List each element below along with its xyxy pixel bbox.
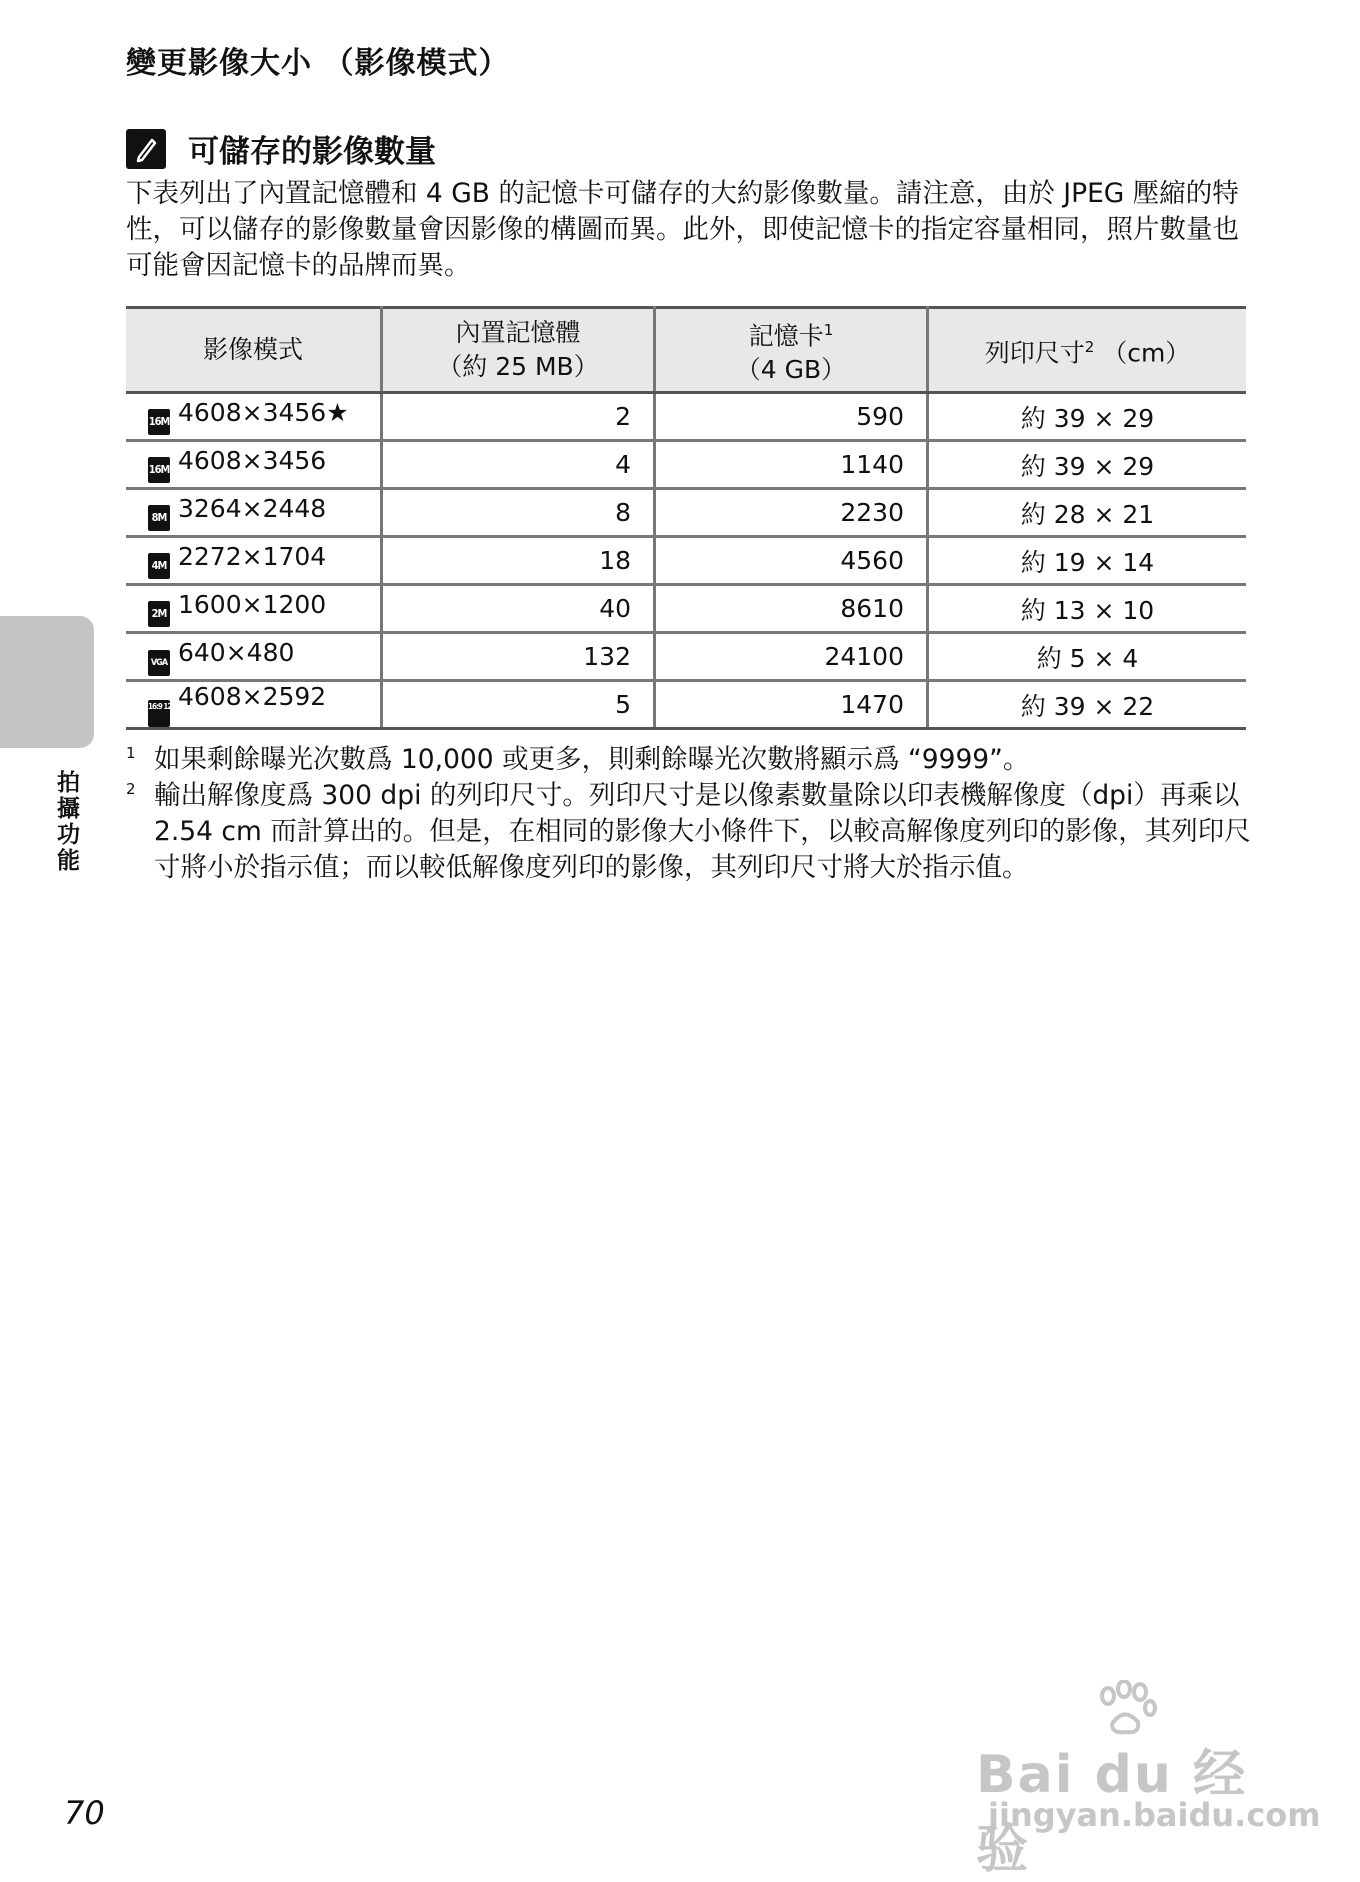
footnote-2 [126, 778, 1256, 886]
note-heading [126, 126, 436, 171]
cell-internal-count: 2 [382, 393, 655, 441]
cell-print-size: 約 28 × 21 [928, 489, 1247, 537]
table-row [126, 585, 1246, 633]
footnote-1 [126, 742, 1256, 778]
cell-print-size: 約 5 × 4 [928, 633, 1247, 681]
paw-icon [1094, 1680, 1158, 1736]
page-number: 70 [64, 1794, 105, 1832]
cell-internal-count: 4 [382, 441, 655, 489]
table-row [126, 633, 1246, 681]
cell-print-size: 約 39 × 22 [928, 681, 1247, 729]
cell-image-mode [126, 681, 382, 729]
page-title: 變更影像大小 （影像模式） [126, 46, 510, 81]
footnote-ref-2: 2 [1084, 337, 1095, 356]
cell-image-mode [126, 393, 382, 441]
cell-internal-count: 18 [382, 537, 655, 585]
image-mode-icon: 4M [148, 553, 170, 579]
cell-card-count: 4560 [655, 537, 928, 585]
cell-print-size: 約 39 × 29 [928, 441, 1247, 489]
header-card-line2: （4 GB） [735, 355, 847, 385]
watermark [976, 1680, 1321, 1880]
header-card-line1: 記憶卡 [748, 321, 824, 351]
image-mode-value: 4608×3456 [178, 446, 327, 475]
table-row [126, 489, 1246, 537]
cell-card-count: 24100 [655, 633, 928, 681]
cell-card-count: 590 [655, 393, 928, 441]
footnote-ref-1: 1 [823, 320, 834, 339]
header-memory-card [655, 308, 928, 393]
footnote-text: 輸出解像度爲 300 dpi 的列印尺寸。列印尺寸是以像素數量除以印表機解像度（dpi）再乘以 2.54 cm 而計算出的。但是，在相同的影像大小條件下，以較高解像度列印的影像，其列印尺寸將小於指示值；而以較低解像度列印的影像，其列印尺寸將大於指示值。 [154, 780, 1251, 883]
footnotes [126, 742, 1256, 886]
image-mode-value: 4608×3456★ [178, 398, 349, 427]
header-internal-line1: 內置記憶體 [455, 318, 581, 347]
cell-card-count: 2230 [655, 489, 928, 537]
cell-print-size: 約 39 × 29 [928, 393, 1247, 441]
header-image-mode: 影像模式 [126, 308, 382, 393]
pencil-icon [126, 129, 166, 169]
cell-internal-count: 5 [382, 681, 655, 729]
cell-internal-count: 40 [382, 585, 655, 633]
image-mode-value: 640×480 [178, 637, 295, 667]
cell-print-size: 約 19 × 14 [928, 537, 1247, 585]
table-row [126, 441, 1246, 489]
capacity-table [126, 306, 1246, 730]
side-tab [0, 616, 94, 748]
intro-paragraph: 下表列出了內置記憶體和 4 GB 的記憶卡可儲存的大約影像數量。請注意，由於 JPEG 壓縮的特性，可以儲存的影像數量會因影像的構圖而異。此外，即使記憶卡的指定容量相同，照片數量也可能會因記憶卡的品牌而異。 [126, 178, 1239, 281]
image-mode-icon: 16M [148, 457, 170, 483]
footnote-mark: 2 [126, 780, 136, 798]
cell-image-mode [126, 441, 382, 489]
cell-card-count: 1470 [655, 681, 928, 729]
header-print-size: 列印尺寸$^2$ （cm） [928, 308, 1247, 393]
cell-image-mode [126, 633, 382, 681]
image-mode-icon: 16M [148, 409, 170, 435]
watermark-brand: Bai du 经验 [976, 1745, 1247, 1880]
watermark-url: jingyan.baidu.com [988, 1796, 1321, 1834]
cell-card-count: 8610 [655, 585, 928, 633]
footnote-mark: 1 [126, 744, 136, 762]
cell-print-size: 約 13 × 10 [928, 585, 1247, 633]
table-row [126, 537, 1246, 585]
side-tab-label: 拍攝功能 [53, 770, 79, 874]
cell-internal-count: 8 [382, 489, 655, 537]
header-internal-memory [382, 308, 655, 393]
image-mode-value: 3264×2448 [178, 494, 327, 523]
image-mode-value: 1600×1200 [178, 590, 327, 619]
cell-internal-count: 132 [382, 633, 655, 681]
image-mode-icon: 16:9 12M [148, 700, 170, 727]
image-mode-value: 2272×1704 [178, 542, 327, 571]
header-internal-line2: （約 25 MB） [437, 352, 599, 381]
table-header-row [126, 308, 1246, 393]
table-row [126, 393, 1246, 441]
image-mode-value: 4608×2592 [178, 682, 327, 711]
image-mode-icon: 8M [148, 505, 170, 531]
note-heading-text: 可儲存的影像數量 [188, 134, 436, 170]
cell-image-mode [126, 537, 382, 585]
table-row [126, 681, 1246, 729]
footnote-text: 如果剩餘曝光次數爲 10,000 或更多，則剩餘曝光次數將顯示爲 “9999”。 [154, 744, 1030, 775]
cell-image-mode [126, 489, 382, 537]
image-mode-icon: VGA [148, 650, 170, 676]
cell-image-mode [126, 585, 382, 633]
image-mode-icon: 2M [148, 601, 170, 627]
cell-card-count: 1140 [655, 441, 928, 489]
